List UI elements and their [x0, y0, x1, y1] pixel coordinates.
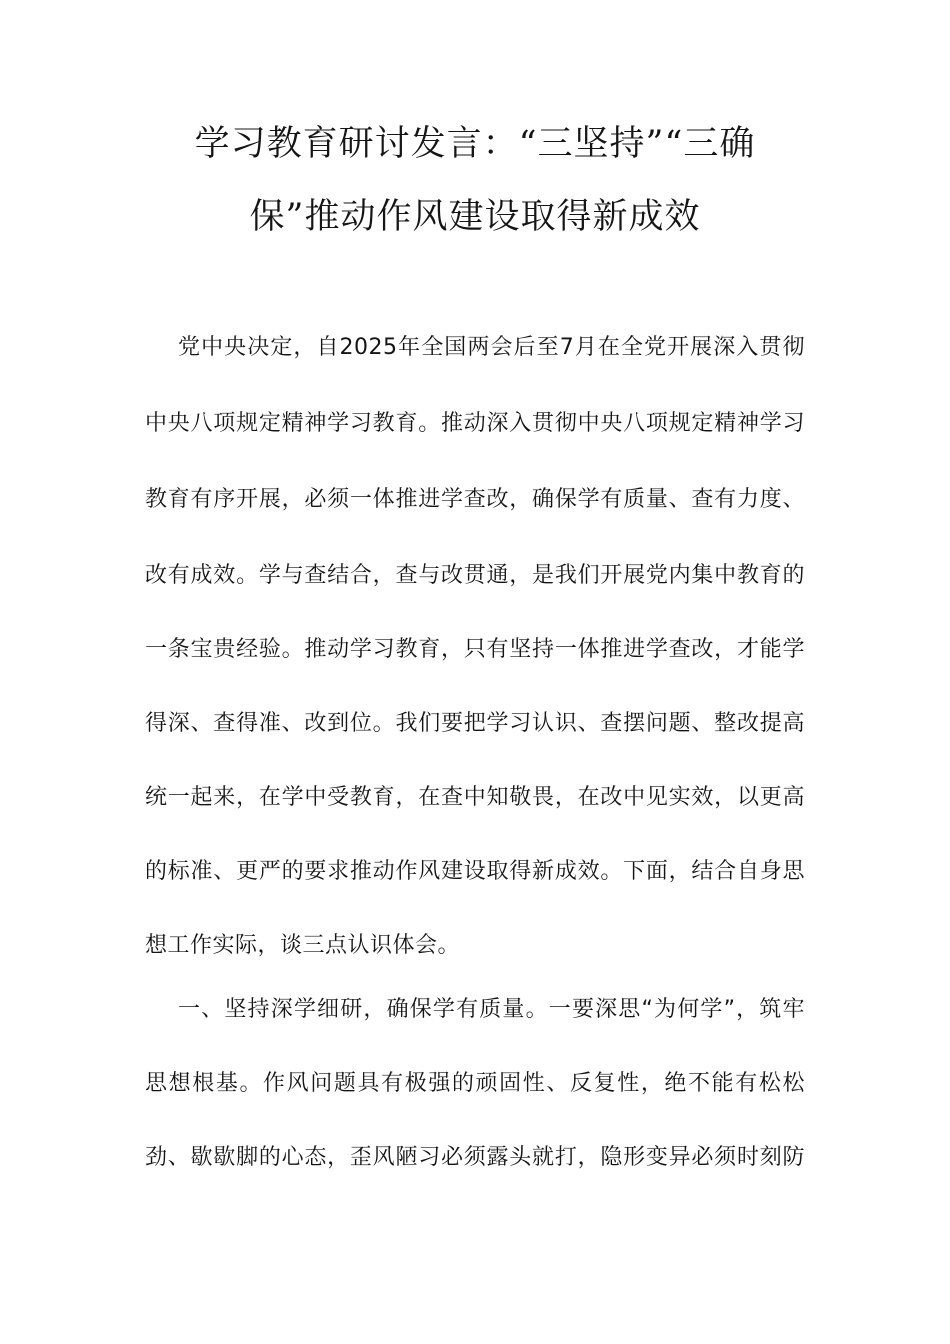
document-title-line-2: 保”推动作风建设取得新成效: [249, 197, 701, 237]
body-text-line: 想工作实际，谈三点认识体会。: [145, 933, 461, 958]
body-text-line: 劲、歇歇脚的心态，歪风陋习必须露头就打，隐形变异必须时刻防: [145, 1145, 805, 1170]
body-text-line: 得深、查得准、改到位。我们要把学习认识、查摆问题、整改提高: [145, 711, 805, 736]
body-text-line: 教育有序开展，必须一体推进学查改，确保学有质量、查有力度、: [145, 487, 805, 512]
body-text-line: 党中央决定，自2025年全国两会后至7月在全党开展深入贯彻: [178, 335, 805, 360]
body-text-line: 的标准、更严的要求推动作风建设取得新成效。下面，结合自身思: [145, 859, 805, 884]
body-text-line: 改有成效。学与查结合，查与改贯通，是我们开展党内集中教育的: [145, 563, 805, 588]
document-title-line-1: 学习教育研讨发言：“三坚持”“三确: [194, 124, 756, 164]
body-text-line: 一条宝贵经验。推动学习教育，只有坚持一体推进学查改，才能学: [145, 637, 805, 662]
body-text-line: 一、坚持深学细研，确保学有质量。一要深思“为何学”，筑牢: [178, 997, 805, 1022]
body-text-line: 中央八项规定精神学习教育。推动深入贯彻中央八项规定精神学习: [145, 411, 805, 436]
body-text-line: 思想根基。作风问题具有极强的顽固性、反复性，绝不能有松松: [145, 1071, 805, 1096]
body-text-line: 统一起来，在学中受教育，在查中知敬畏，在改中见实效，以更高: [145, 785, 805, 810]
